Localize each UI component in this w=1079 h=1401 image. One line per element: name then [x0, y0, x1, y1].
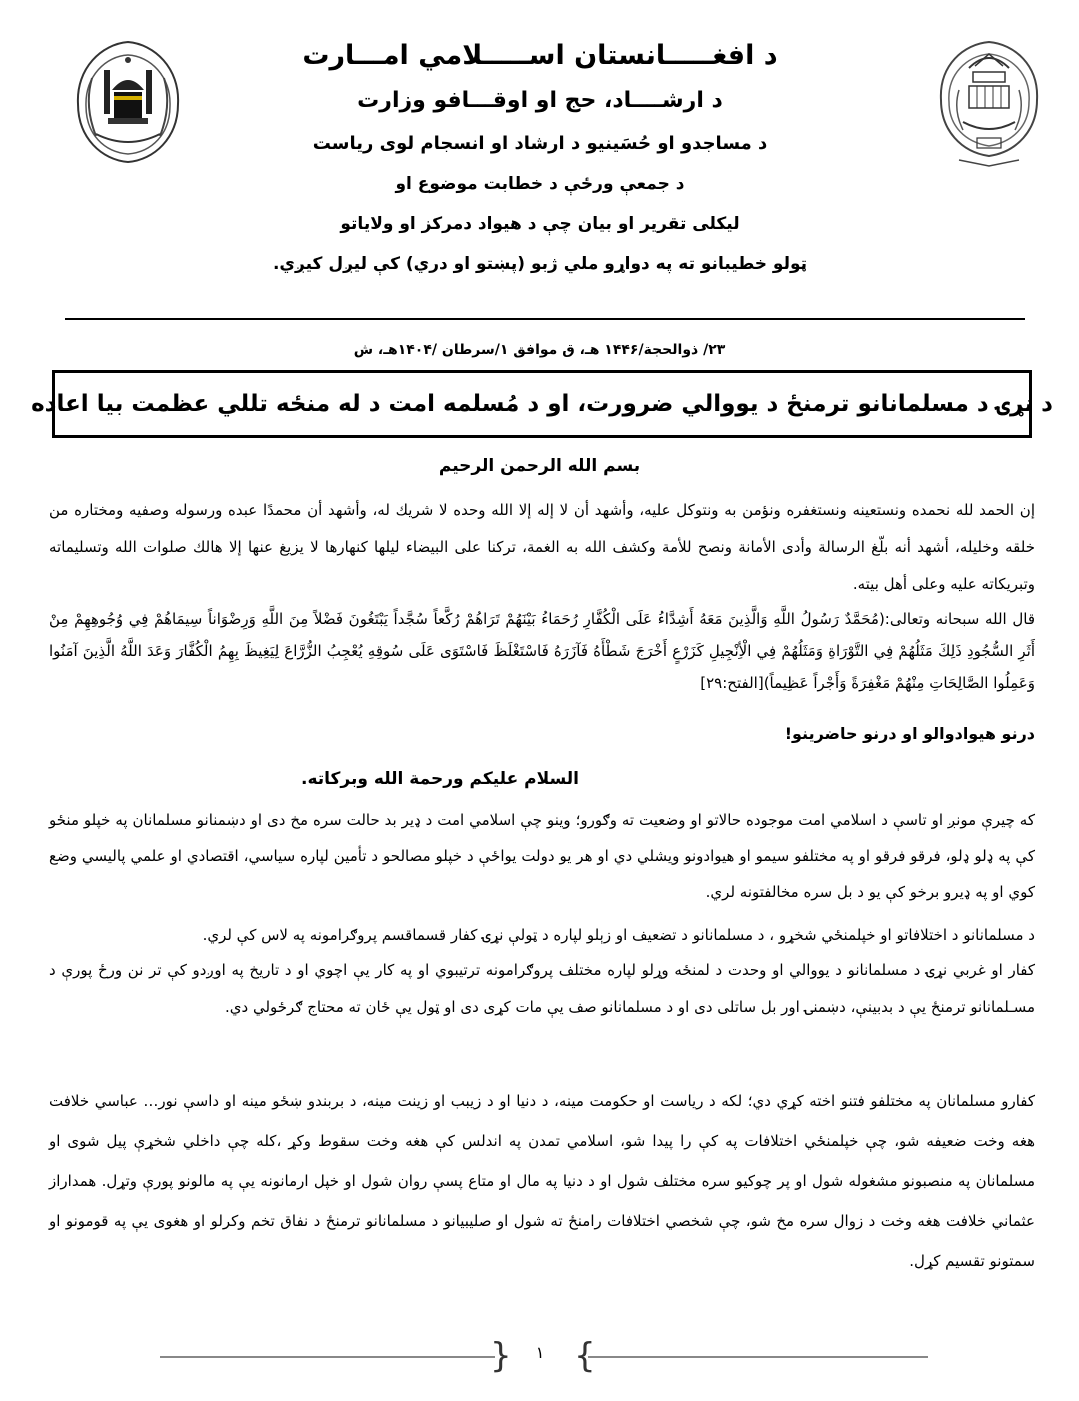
- sermon-title-box: [31, 370, 1053, 438]
- quran-verse-paragraph: قال الله سبحانه وتعالى:(مُحَمَّدٌ رَسُولُ اللَّهِ وَالَّذِينَ مَعَهُ أَشِدَّاءُ عَلَى الْكُفَّارِ رُحَمَاءُ بَيْنَهُمْ تَرَاهُمْ رُكَّعاً سُجَّداً يَبْتَغُونَ فَضْلاً مِنَ اللَّهِ وَرِضْوَاناً سِيمَاهُمْ فِي وُجُوهِهِمْ مِنْ أَثَرِ السُّجُودِ ذَلِكَ مَثَلُهُمْ فِي التَّوْرَاةِ وَمَثَلُهُمْ فِي الْأِنْجِيلِ كَزَرْعٍ أَخْرَجَ شَطْأَهُ فَآزَرَهُ فَاسْتَغْلَظَ فَاسْتَوَى عَلَى سُوقِهِ يُعْجِبُ الزُّرَّاعَ لِيَغِيظَ بِهِمُ الْكُفَّارَ وَعَدَ اللَّهُ الَّذِينَ آمَنُوا وَعَمِلُوا الصَّالِحَاتِ مِنْهُمْ مَغْفِرَةً وَأَجْراً عَظِيماً)[الفتح:۲۹]: [49, 610, 1035, 692]
- audience-greeting: درنو هيوادوالو او درنو حاضرينو!: [784, 724, 1035, 743]
- opening-praise-paragraph: إن الحمد لله نحمده ونستعينه ونستغفره ونؤمن به ونتوكل عليه، وأشهد أن لا إله إلا الله وحده لا شريك له، وأشهد أن محمدًا عبده ورسوله وصفيه ومختاره من خلقه وخليله، أشهد أنه بلّغ الرسالة وأدى الأمانة ونصح للأمة وكشف الله به الغمة، تركنا على البيضاء ليلها كنهارها لا يزيغ عنها إلا هالك صلوات الله وتسليماته وتبريكاته عليه وعلى أهل بيته.: [49, 501, 1035, 593]
- body-paragraph-2: د مسلمانانو د اختلافاتو او خپلمنځي شخړو ، د مسلمانانو د تضعيف او زېلو لپاره د ټولې نړۍ کفار قسماقسم پروګرامونه په لاس کې لري.: [202, 926, 1035, 944]
- header-subtitle-line3: ټولو خطيبانو ته په دواړو ملي ژبو (پښتو او دري) کې ليږل کيږي.: [272, 254, 808, 274]
- salam-greeting: السلام عليکم ورحمة الله وبرکاته.: [301, 769, 579, 789]
- footer-line-right: [588, 1356, 928, 1358]
- footer-bracket-right-icon: }: [574, 1336, 596, 1376]
- body-paragraph-1: که چيرې مونږ او تاسې د اسلامي امت موجوده حالاتو او وضعيت ته وګورو؛ وينو چې اسلامي امت د ډير بد حالت سره مخ دی او دښمنانو مسلمانان په خپلو منځو کې په ډلو ډلو، فرقو فرقو او په مختلفو سيمو او هيوادونو ويشلي دي او هر يو دولت يواځې د خپلو مصالحو د تأمين لپاره سياسي، اقتصادي او علمي پاليسي وضع کوي او په ډيرو برخو کې يو د بل سره مخالفتونه لري.: [49, 811, 1035, 901]
- footer-bracket-left-icon: {: [490, 1336, 512, 1376]
- page-number: ۱: [535, 1343, 545, 1362]
- header-ministry-name: د ارشــــاد، حج او اوقـــافو وزارت: [357, 88, 723, 113]
- header-directorate-name: د مساجدو او حُسَينيو د ارشاد او انسجام لوی ریاست: [312, 133, 768, 154]
- header-emirate-name: د افغـــــانستان اســـــلامي امـــارت: [302, 40, 778, 71]
- header-subtitle-line2: ليکلی تقرير او بيان چې د هيواد دمرکز او ولاياتو: [340, 214, 740, 234]
- document-date: ۲۳/ ذوالحجة/۱۴۴۶ هـ، ق موافق ۱/سرطان /۱۴۰۴هـ، ش: [353, 342, 726, 358]
- ministry-kaaba-emblem-icon: [68, 30, 188, 170]
- document-header: [190, 34, 890, 284]
- footer-line-left: [160, 1356, 495, 1358]
- header-subtitle-line1: د جمعې ورځې د خطابت موضوع او: [395, 174, 685, 194]
- header-divider: [65, 318, 1025, 320]
- body-paragraph-4: کفارو مسلمانان په مختلفو فتنو اخته کړي دي؛ لکه د رياست او حکومت مينه، د دنيا او د زيبب او زينت مينه، د بربندو ښځو مينه او داسې نور… عباسي خلافت هغه وخت ضعيفه شو، چې خپلمنځي اختلافات په کې را پيدا شو، اسلامي تمدن په اندلس کې هغه وخت سقوط وکړ ،کله چې داخلي شخړې پيل شوی او مسلمانان په منصبونو مشغوله شول او پر چوکيو سره مختلف شول او د دنيا په مال او متاع پسې روان شول او خپل ارمانونه يې په مالونو پورې وتړل. همداراز عثماني خلافت هغه وخت د زوال سره مخ شو، چې شخصي اختلافات رامنځ ته شول او صليبيانو د مسلمانانو ترمنځ د نفاق تخم وکرلو او هغوی يې په قومونو او سمتونو تقسيم کړل.: [49, 1092, 1035, 1270]
- islamic-emirate-emblem-icon: [929, 30, 1049, 170]
- body-paragraph-3: کفار او غربي نړۍ د مسلمانانو د يووالي او وحدت د لمنځه وړلو لپاره مختلف پروګرامونه ترتيبوي او په کار يې اچوي او د تاريخ په اوږدو کې تر نن ورځ پورې د مسـلمانانو ترمنځ يې د بدبينې، دښمنۍ اور بل ساتلی دی او د مسلمانانو صف يې مات کړی دی او ټول يې ځان ته محتاج ګرځولي دي.: [49, 961, 1035, 1016]
- sermon-title: د نړۍ د مسلمانانو ترمنځ د يووالي ضرورت، او د مُسلمه امت د له منځه تللي عظمت بيا اعاده: [31, 391, 1053, 417]
- basmala: بسم الله الرحمن الرحيم: [438, 456, 641, 476]
